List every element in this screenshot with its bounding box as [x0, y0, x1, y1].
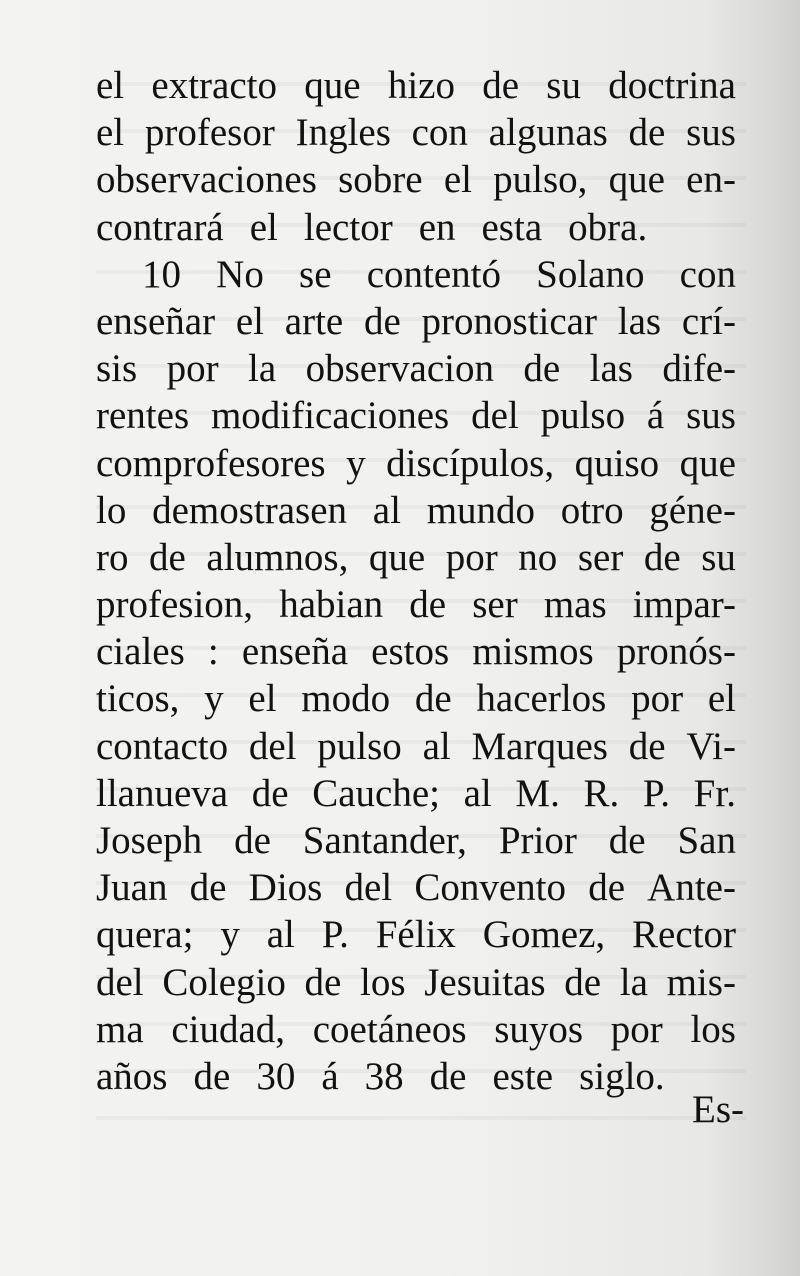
word: Juan [96, 866, 168, 910]
text-line [96, 581, 736, 628]
word: el [96, 64, 125, 107]
word: al [422, 724, 451, 768]
word: profesor [144, 111, 275, 155]
word: los [690, 1007, 736, 1051]
word: del [96, 960, 144, 1004]
word: comprofesores [96, 441, 326, 485]
word: al [463, 771, 492, 815]
word: coetáneos [312, 1007, 467, 1051]
word: Fr. [693, 771, 736, 815]
word: Santander, [302, 819, 467, 862]
word: este [492, 1054, 554, 1098]
word: por [610, 1007, 663, 1051]
word: la [619, 960, 648, 1004]
word: que [679, 441, 736, 485]
word: siglo. [579, 1054, 665, 1098]
word: Solano [536, 252, 645, 296]
word: 38 [364, 1054, 404, 1098]
word: doctrina [608, 64, 736, 107]
word: contrará [96, 205, 224, 249]
word: discípulos, [386, 441, 555, 485]
word: Cauche; [312, 771, 440, 815]
word: P. [321, 913, 349, 957]
word: quiso [574, 441, 660, 485]
word: lector [303, 205, 393, 249]
word: á [646, 394, 665, 438]
word: ro [96, 535, 129, 579]
word: su [546, 64, 581, 107]
text-line [96, 770, 736, 817]
word: de [193, 1054, 231, 1098]
word: arte [284, 299, 344, 343]
word: impar- [632, 583, 736, 627]
word: pulso [540, 394, 626, 438]
word: Vi- [686, 724, 736, 768]
word: sis [96, 347, 138, 391]
word: de [409, 583, 447, 627]
word: las [617, 299, 662, 343]
text-line [96, 298, 736, 345]
word: el [96, 111, 125, 155]
word: de [251, 771, 289, 815]
word: ciales [96, 630, 185, 674]
word: de [482, 64, 520, 107]
text-line [96, 675, 736, 722]
word: de [628, 111, 666, 155]
word: se [299, 252, 332, 296]
word: crí- [681, 299, 736, 343]
word: obra. [568, 205, 648, 249]
word: Rector [632, 913, 736, 957]
word: R. [583, 771, 620, 815]
catchword: Es- [692, 1088, 744, 1131]
text-line [96, 1006, 736, 1053]
word: la [248, 347, 277, 391]
word: modificaciones [210, 394, 450, 438]
word: Prior [498, 819, 577, 862]
word: P. [642, 771, 671, 815]
text-line [96, 251, 736, 298]
word: por [631, 677, 684, 721]
word: Marques [471, 724, 608, 768]
word: á [321, 1054, 339, 1098]
word: observacion [305, 347, 495, 391]
word: con [411, 111, 468, 155]
word: suyos [494, 1007, 584, 1051]
text-line [96, 204, 736, 251]
word: y [204, 677, 224, 721]
body-text [96, 62, 736, 1100]
word: por [166, 347, 219, 391]
word: que [368, 535, 426, 579]
word: quera; [96, 913, 194, 957]
text-line [96, 864, 736, 911]
word: los [360, 960, 406, 1004]
word: demostrasen [152, 488, 348, 532]
word: Félix [375, 913, 456, 957]
text-line [96, 345, 736, 392]
word: 10 [142, 252, 181, 296]
word: de [429, 1054, 467, 1098]
word: el [248, 677, 277, 721]
word: llanueva [96, 771, 229, 815]
text-line [96, 109, 736, 156]
word: del [344, 866, 393, 910]
text-line [96, 723, 736, 770]
text-line [96, 156, 736, 203]
word: sus [686, 394, 736, 438]
word: alumnos, [206, 535, 349, 579]
word: el [249, 205, 278, 249]
text-line [96, 911, 736, 958]
word: de [643, 535, 681, 579]
word: rentes [96, 394, 190, 438]
word: pulso, [493, 158, 588, 202]
text-line [96, 1053, 736, 1100]
word: con [679, 252, 736, 296]
word: Convento [414, 866, 567, 910]
word: y [346, 441, 366, 485]
word: mundo [426, 488, 536, 532]
word: algunas [488, 111, 608, 155]
text-line [96, 392, 736, 439]
text-line [96, 534, 736, 581]
word: esta [481, 205, 543, 249]
word: de [234, 819, 271, 862]
word: de [588, 866, 625, 910]
word: que [304, 64, 361, 107]
text-line [96, 440, 736, 487]
word: en [418, 205, 456, 249]
text-line [96, 487, 736, 534]
text-line [96, 817, 736, 864]
word: y [220, 913, 240, 957]
word: : [207, 630, 219, 674]
word: estos [371, 630, 450, 674]
word: de [304, 960, 342, 1004]
word: Gomez, [482, 913, 606, 957]
word: mas [543, 583, 607, 627]
text-line [96, 628, 736, 675]
word: no [518, 535, 558, 579]
word: San [677, 819, 736, 862]
word: enseñar [96, 299, 216, 343]
word: otro [560, 488, 624, 532]
word: mis- [666, 960, 736, 1004]
word: ciudad, [171, 1007, 286, 1051]
word: hacerlos [476, 677, 607, 721]
word: de [628, 724, 666, 768]
word: de [414, 677, 452, 721]
word: profesion, [96, 583, 254, 627]
word: por [445, 535, 498, 579]
word: No [216, 252, 264, 296]
word: de [149, 535, 186, 579]
word: Colegio [162, 960, 286, 1004]
text-line [96, 959, 736, 1006]
word: pulso [317, 724, 402, 768]
word: ticos, [96, 677, 180, 721]
text-line [96, 62, 736, 109]
word: de [564, 960, 602, 1004]
word: del [471, 394, 519, 438]
word: su [701, 535, 736, 579]
word: de [363, 299, 401, 343]
word: Joseph [96, 819, 203, 862]
word: al [266, 913, 295, 957]
word: contacto [96, 724, 229, 768]
word: que [608, 158, 665, 202]
word: observaciones [96, 158, 317, 202]
word: en- [686, 158, 736, 202]
word: dife- [662, 347, 736, 391]
word: sus [686, 111, 736, 155]
word: modo [301, 677, 391, 721]
word: enseña [241, 630, 349, 674]
word: contentó [366, 252, 501, 296]
word: Ingles [295, 111, 391, 155]
word: Ante- [647, 866, 736, 910]
word: de [523, 347, 561, 391]
word: sobre [338, 158, 423, 202]
word: hizo [387, 64, 455, 107]
word: pronosticar [421, 299, 597, 343]
word: el [235, 299, 265, 343]
word: el [443, 158, 472, 202]
word: ser [472, 583, 518, 627]
word: años [96, 1054, 168, 1098]
word: M. [515, 771, 560, 815]
word: del [248, 724, 297, 768]
word: habian [279, 583, 384, 627]
word: géne- [649, 488, 736, 532]
word: ser [577, 535, 624, 579]
word: lo [96, 488, 127, 532]
word: Jesuitas [424, 960, 546, 1004]
word: ma [96, 1007, 144, 1051]
word: al [372, 488, 401, 532]
word: 30 [256, 1054, 296, 1098]
word: el [707, 677, 736, 721]
word: de [189, 866, 227, 910]
word: Dios [248, 866, 323, 910]
word: de [608, 819, 646, 862]
word: mismos [472, 630, 594, 674]
word: extracto [151, 64, 277, 107]
word: las [589, 347, 633, 391]
word: pronós- [616, 630, 736, 674]
